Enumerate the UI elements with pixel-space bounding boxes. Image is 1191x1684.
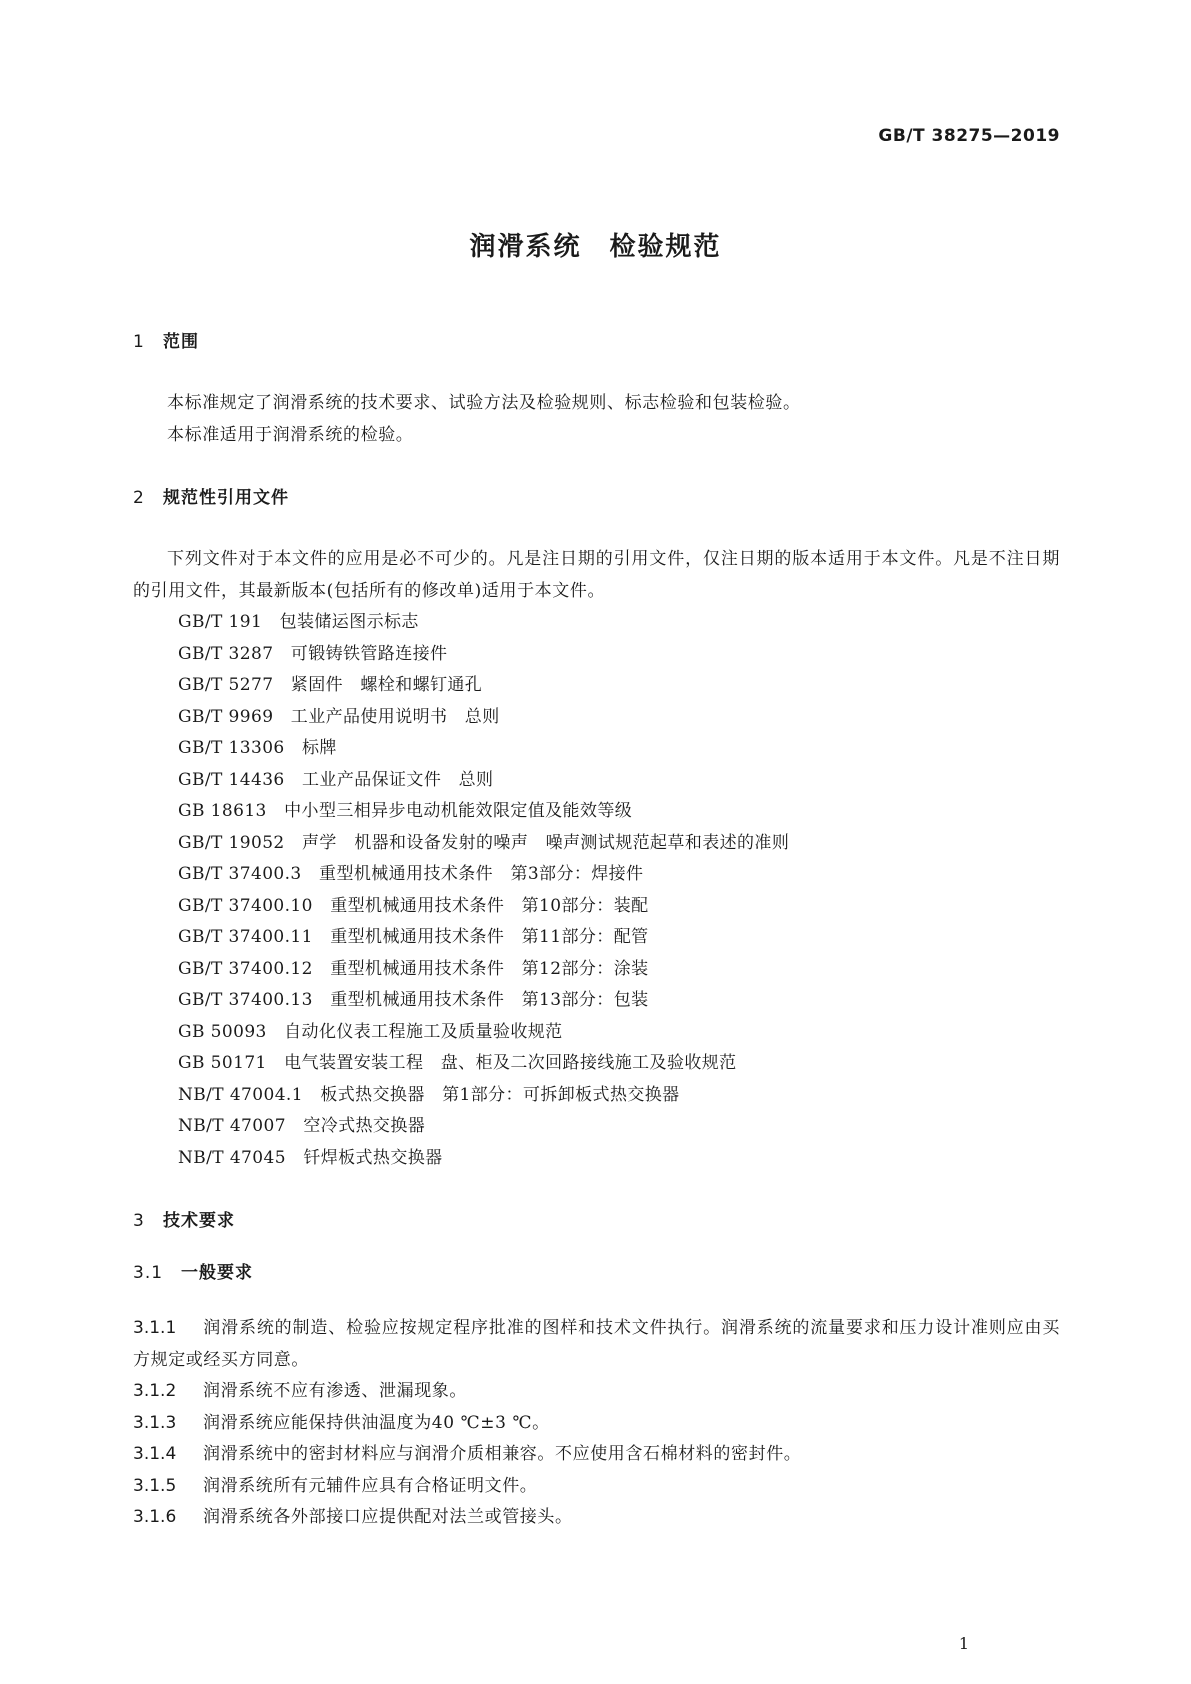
reference-list — [133, 607, 1060, 1174]
reference-item: NB/T 47045 钎焊板式热交换器 — [178, 1147, 443, 1168]
section-3-heading — [133, 1209, 1060, 1233]
reference-item: GB/T 14436 工业产品保证文件 总则 — [178, 769, 494, 790]
clause-text: 润滑系统各外部接口应提供配对法兰或管接头。 — [203, 1507, 573, 1527]
section-2-heading — [133, 486, 1060, 510]
reference-item: GB/T 37400.12 重型机械通用技术条件 第12部分：涂装 — [178, 958, 649, 979]
reference-item: GB/T 3287 可锻铸铁管路连接件 — [178, 643, 448, 664]
section-title: 技术要求 — [163, 1211, 235, 1231]
section-number: 2 — [133, 488, 145, 508]
reference-item: GB/T 37400.3 重型机械通用技术条件 第3部分：焊接件 — [178, 864, 644, 884]
clause-3-1-3 — [133, 1408, 1060, 1440]
reference-item: GB/T 19052 声学 机器和设备发射的噪声 噪声测试规范起草和表述的准则 — [178, 832, 790, 853]
reference-item: NB/T 47007 空冷式热交换器 — [178, 1116, 426, 1136]
reference-item: GB/T 9969 工业产品使用说明书 总则 — [178, 706, 500, 727]
clause-3-1-2 — [133, 1376, 1060, 1408]
clause-3-1-4 — [133, 1439, 1060, 1471]
reference-item: GB/T 37400.11 重型机械通用技术条件 第11部分：配管 — [178, 927, 649, 947]
reference-item: GB 50093 自动化仪表工程施工及质量验收规范 — [178, 1021, 563, 1042]
subsection-number: 3.1 — [133, 1263, 164, 1283]
reference-item: GB/T 37400.13 重型机械通用技术条件 第13部分：包装 — [178, 990, 649, 1010]
document-title: 润滑系统 检验规范 — [469, 232, 722, 262]
reference-item: GB/T 191 包装储运图示标志 — [178, 612, 419, 632]
section-number: 3 — [133, 1211, 145, 1231]
reference-item: GB 18613 中小型三相异步电动机能效限定值及能效等级 — [178, 801, 633, 821]
clause-number: 3.1.5 — [133, 1475, 177, 1496]
clause-text: 润滑系统的制造、检验应按规定程序批准的图样和技术文件执行。润滑系统的流量要求和压力设计准则应由买方规定或经买方同意。 — [133, 1318, 1060, 1370]
reference-item: GB/T 5277 紧固件 螺栓和螺钉通孔 — [178, 675, 483, 695]
clause-3-1-1 — [133, 1313, 1060, 1376]
clause-text: 润滑系统中的密封材料应与润滑介质相兼容。不应使用含石棉材料的密封件。 — [203, 1444, 802, 1464]
clause-number: 3.1.1 — [133, 1318, 177, 1338]
scope-paragraph: 本标准适用于润滑系统的检验。 — [167, 424, 414, 445]
clause-text: 润滑系统应能保持供油温度为40 ℃±3 ℃。 — [203, 1412, 550, 1433]
clause-text: 润滑系统所有元辅件应具有合格证明文件。 — [203, 1475, 538, 1496]
clause-3-1-6 — [133, 1502, 1060, 1534]
section-title: 范围 — [163, 332, 199, 352]
section-title: 规范性引用文件 — [163, 488, 289, 508]
page-number: 1 — [958, 1634, 969, 1653]
subsection-3-1-heading — [133, 1261, 1060, 1285]
clause-text: 润滑系统不应有渗透、泄漏现象。 — [203, 1381, 467, 1401]
document-body — [133, 330, 1060, 1534]
reference-item: NB/T 47004.1 板式热交换器 第1部分：可拆卸板式热交换器 — [178, 1084, 680, 1105]
clause-number: 3.1.3 — [133, 1412, 177, 1433]
section-number: 1 — [133, 332, 145, 352]
clause-number: 3.1.6 — [133, 1507, 177, 1527]
standard-code: GB/T 38275—2019 — [878, 126, 1060, 146]
clause-number: 3.1.2 — [133, 1381, 177, 1401]
reference-item: GB/T 13306 标牌 — [178, 738, 337, 758]
subsection-title: 一般要求 — [181, 1263, 253, 1283]
clause-number: 3.1.4 — [133, 1444, 177, 1464]
section-1-heading — [133, 330, 1060, 354]
reference-item: GB 50171 电气装置安装工程 盘、柜及二次回路接线施工及验收规范 — [178, 1053, 737, 1073]
reference-item: GB/T 37400.10 重型机械通用技术条件 第10部分：装配 — [178, 895, 649, 916]
scope-paragraph: 本标准规定了润滑系统的技术要求、试验方法及检验规则、标志检验和包装检验。 — [167, 393, 801, 413]
normative-intro: 下列文件对于本文件的应用是必不可少的。凡是注日期的引用文件，仅注日期的版本适用于本文件。凡是不注日期的引用文件，其最新版本(包括所有的修改单)适用于本文件。 — [133, 549, 1060, 601]
clause-3-1-5 — [133, 1471, 1060, 1503]
